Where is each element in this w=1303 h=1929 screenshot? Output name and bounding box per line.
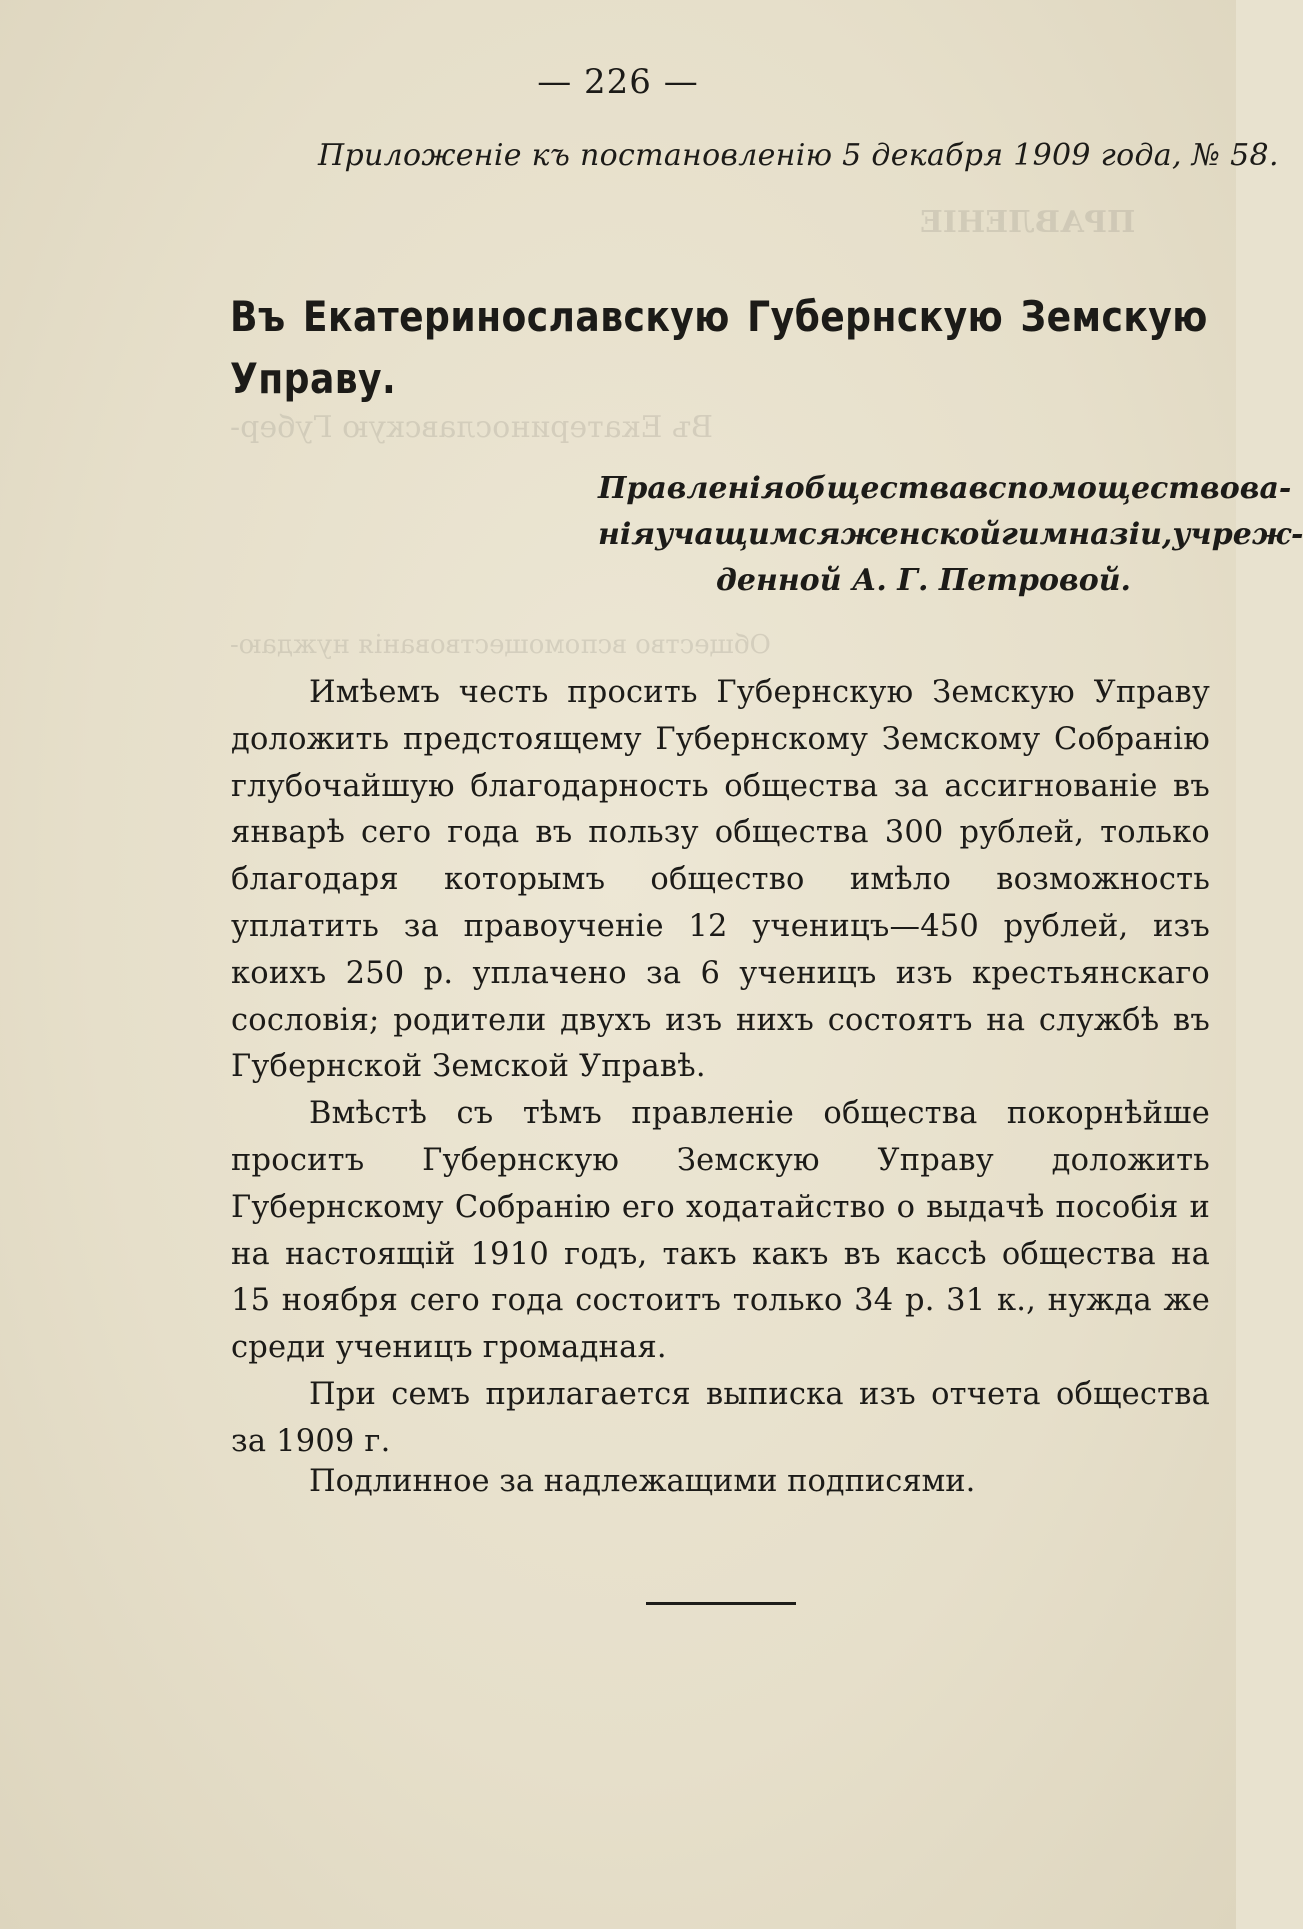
show-through-text: ПРАВЛЕНІЕ — [920, 205, 1136, 240]
sender-line-1 — [598, 466, 1292, 512]
addressee-line-2: Управу. — [230, 354, 397, 403]
body-paragraph: При семъ прилагается выписка изъ отчета общества за 1909 г. — [231, 1376, 1210, 1459]
letter-body — [231, 670, 1210, 1466]
page-number: — 226 — — [537, 62, 699, 102]
sender-word: учреж- — [1172, 517, 1303, 552]
sender-word: общества — [784, 471, 969, 506]
end-divider — [646, 1602, 796, 1605]
body-paragraph: Имѣемъ честь просить Губернскую Земскую Управу доложить предстоящему Губернскому Земскому Собранію глубочайшую благодарность общества за ассигнованіе въ январѣ сего года въ пользу общества 300 рублей, только благодаря которымъ общество имѣло возможность уплатить за правоученіе 12 ученицъ—450 рублей, изъ коихъ 250 р. уплачено за 6 ученицъ изъ крестьянскаго сословія; родители двухъ изъ нихъ состоятъ на службѣ въ Губернской Земской Управѣ. — [231, 675, 1210, 1085]
sender-word: гимназіи, — [1001, 517, 1173, 552]
addressee-word: Губернскую — [747, 292, 1004, 341]
addressee-heading — [230, 286, 1208, 410]
sender-line-2 — [598, 512, 1303, 558]
sender-word: учащимся — [655, 517, 841, 552]
show-through-text: Въ Екатеринославскую Губер- — [230, 410, 713, 445]
sender-block — [598, 466, 1303, 604]
appendix-note: Приложеніе къ постановленію 5 декабря 1909 года, № 58. — [318, 138, 1279, 173]
sender-word: нія — [598, 517, 656, 552]
sender-line-3: денной А. Г. Петровой. — [716, 563, 1132, 598]
addressee-word: Въ — [230, 292, 286, 341]
addressee-line-1 — [230, 286, 1208, 348]
sender-word: женской — [840, 517, 1002, 552]
show-through-text: Общество вспомоществованія нуждаю- — [230, 630, 771, 660]
addressee-word: Екатеринославскую — [302, 292, 730, 341]
addressee-word: Земскую — [1020, 292, 1208, 341]
sender-word: вспомоществова- — [968, 471, 1292, 506]
body-paragraph: Вмѣстѣ съ тѣмъ правленіе общества покорнѣйше проситъ Губернскую Земскую Управу доложить Губернскому Собранію его ходатайство о выдачѣ пособія и на настоящій 1910 годъ, такъ какъ въ кассѣ общества на 15 ноября сего года состоитъ только 34 р. 31 к., нужда же среди ученицъ громадная. — [231, 1096, 1210, 1366]
signature-line: Подлинное за надлежащими подписями. — [309, 1464, 976, 1499]
sender-word: Правленія — [598, 471, 785, 506]
